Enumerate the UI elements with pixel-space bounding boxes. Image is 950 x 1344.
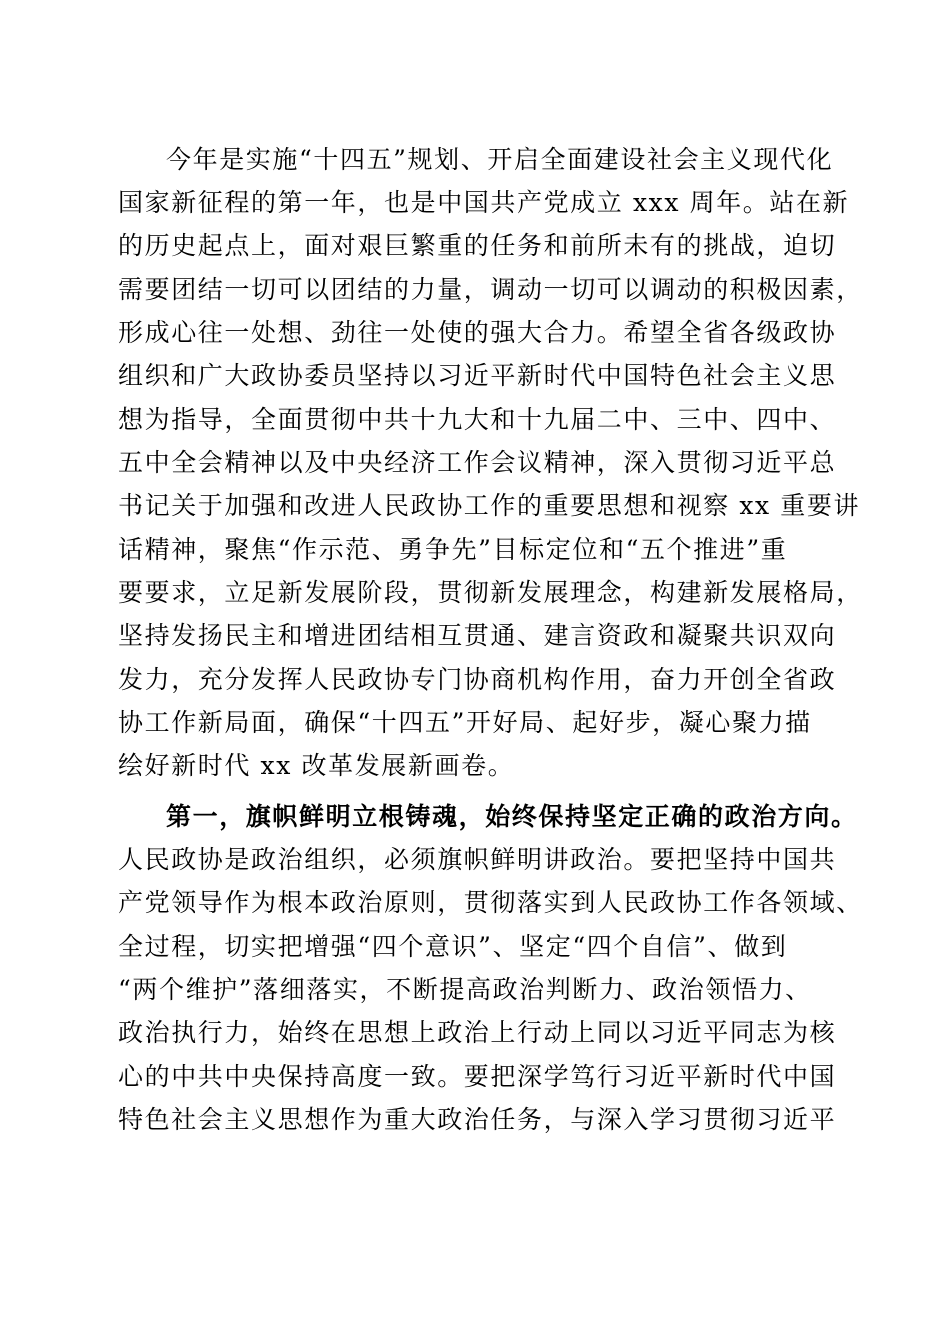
- paragraph-1-line-15: 绘好新时代 xx 改革发展新画卷。: [118, 751, 515, 780]
- paragraph-1-line-7: 想为指导，全面贯彻中共十九大和十九届二中、三中、四中、: [118, 405, 837, 434]
- paragraph-1-line-8: 五中全会精神以及中央经济工作会议精神，深入贯彻习近平总: [118, 448, 837, 477]
- paragraph-2-line-7: 心的中共中央保持高度一致。要把深学笃行习近平新时代中国: [118, 1062, 837, 1091]
- paragraph-1-line-11: 要要求，立足新发展阶段，贯彻新发展理念，构建新发展格局，: [118, 578, 863, 607]
- paragraph-1-line-13: 发力，充分发挥人民政协专门协商机构作用，奋力开创全省政: [118, 665, 837, 694]
- paragraph-1-line-6: 组织和广大政协委员坚持以习近平新时代中国特色社会主义思: [118, 361, 837, 390]
- paragraph-2-line-3: 产党领导作为根本政治原则，贯彻落实到人民政协工作各领域、: [118, 888, 863, 917]
- paragraph-2-line-4: 全过程，切实把增强“四个意识”、坚定“四个自信”、做到: [118, 932, 788, 961]
- paragraph-1-line-1: 今年是实施“十四五”规划、开启全面建设社会主义现代化: [166, 145, 834, 174]
- paragraph-1-line-5: 形成心往一处想、劲往一处使的强大合力。希望全省各级政协: [118, 318, 837, 347]
- paragraph-2-heading: 第一，旗帜鲜明立根铸魂，始终保持坚定正确的政治方向。: [166, 802, 858, 831]
- paragraph-2-line-8: 特色社会主义思想作为重大政治任务，与深入学习贯彻习近平: [118, 1105, 837, 1134]
- paragraph-2-line-6: 政治执行力，始终在思想上政治上行动上同以习近平同志为核: [118, 1018, 837, 1047]
- paragraph-2-line-2: 人民政协是政治组织，必须旗帜鲜明讲政治。要把坚持中国共: [118, 845, 837, 874]
- paragraph-1-line-14: 协工作新局面，确保“十四五”开好局、起好步，凝心聚力描: [118, 708, 812, 737]
- paragraph-1-line-3: 的历史起点上，面对艰巨繁重的任务和前所未有的挑战，迫切: [118, 231, 837, 260]
- paragraph-1-line-12: 坚持发扬民主和增进团结相互贯通、建言资政和凝聚共识双向: [118, 621, 837, 650]
- paragraph-1-line-2: 国家新征程的第一年，也是中国共产党成立 xxx 周年。站在新: [118, 188, 850, 217]
- paragraph-1-line-10: 话精神，聚焦“作示范、勇争先”目标定位和“五个推进”重: [118, 535, 788, 564]
- paragraph-2-line-5: “两个维护”落细落实，不断提高政治判断力、政治领悟力、: [118, 975, 812, 1004]
- paragraph-1-line-4: 需要团结一切可以团结的力量，调动一切可以调动的积极因素，: [118, 275, 863, 304]
- paragraph-1-line-9: 书记关于加强和改进人民政协工作的重要思想和视察 xx 重要讲: [118, 491, 861, 520]
